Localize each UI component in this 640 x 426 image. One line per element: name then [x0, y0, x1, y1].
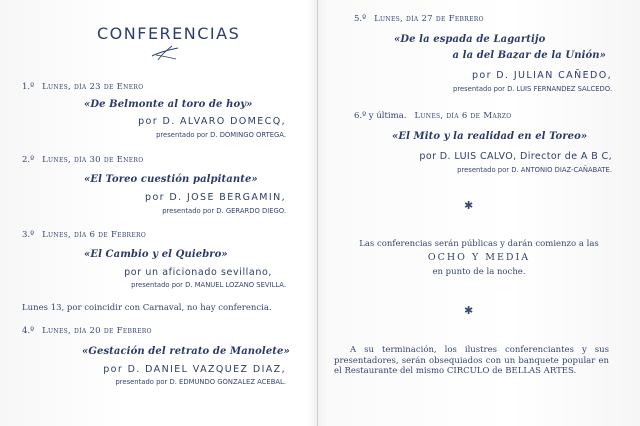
- lecturer: por D. ALVARO DOMECQ,: [138, 116, 286, 127]
- presenter: presentado por D. EDMUNDO GONZALEZ ACEBAL.: [115, 378, 286, 386]
- lecture-date-text: Lunes, día 6 de Marzo: [414, 111, 512, 121]
- lecture-date: [354, 111, 512, 121]
- presenter: presentado por D. MANUEL LOZANO SEVILLA.: [131, 281, 286, 289]
- lecture-date-text: Lunes, día 30 de Enero: [42, 155, 144, 165]
- asterisk-ornament-icon: ✱: [464, 199, 474, 212]
- lecture-date: [22, 155, 143, 165]
- lecture-number: 1.º: [22, 82, 35, 92]
- lecture-number: 2.º: [22, 155, 35, 165]
- lecturer: por D. JOSE BERGAMIN,: [145, 192, 286, 203]
- lecture-date: [22, 230, 146, 240]
- lecture-date-text: Lunes, día 20 de Febrero: [42, 326, 152, 336]
- lecture-title: «El Toreo cuestión palpitante»: [84, 174, 258, 185]
- schedule-time: OCHO Y MEDIA: [427, 252, 531, 263]
- lecture-title: «El Cambio y el Quiebro»: [84, 249, 228, 260]
- lecture-number: 3.º: [22, 230, 35, 240]
- lecturer: por D. DANIEL VAZQUEZ DIAZ,: [103, 364, 286, 375]
- closing-paragraph: A su terminación, los ilustres conferenciantes y sus presentadores, serán obsequiados con un banquete popular en el Restaurante del mismo CIRCULO de BELLAS ARTES.: [334, 345, 609, 376]
- lecture-date: [22, 82, 143, 92]
- lecture-date: [354, 14, 484, 24]
- lecture-date-text: Lunes, día 23 de Enero: [42, 82, 144, 92]
- lecturer: por D. LUIS CALVO, Director de A B C,: [419, 151, 612, 162]
- page-fold: [317, 0, 318, 426]
- schedule-note: Lunes 13, por coincidir con Carnaval, no hay conferencia.: [22, 303, 272, 313]
- lecturer: por D. JULIAN CAÑEDO,: [471, 70, 612, 81]
- presenter: presentado por D. ANTONIO DIAZ-CAÑABATE.: [457, 166, 612, 174]
- presenter: presentado por D. DOMINGO ORTEGA.: [156, 131, 286, 139]
- schedule-line: Las conferencias serán públicas y darán comienzo a las: [359, 239, 599, 249]
- lecturer: por un aficionado sevillano,: [124, 267, 272, 278]
- lecture-title-line2: a la del Bazar de la Unión»: [452, 50, 606, 61]
- lecture-date-text: Lunes, día 27 de Febrero: [374, 14, 484, 24]
- left-page: [22, 0, 292, 426]
- right-page: [334, 0, 624, 426]
- lecture-title: «De Belmonte al toro de hoy»: [84, 99, 253, 110]
- lecture-title-line1: «De la espada de Lagartijo: [394, 34, 546, 45]
- presenter: presentado por D. LUIS FERNANDEZ SALCEDO.: [453, 85, 612, 93]
- lecture-date-text: Lunes, día 6 de Febrero: [42, 230, 147, 240]
- lecture-date: [22, 326, 152, 336]
- lecture-number: 4.º: [22, 326, 35, 336]
- swash-ornament-icon: [150, 44, 180, 62]
- schedule-line: en punto de la noche.: [432, 267, 526, 277]
- lecture-number: 5.º: [354, 14, 367, 24]
- lecture-title: «Gestación del retrato de Manolete»: [82, 346, 290, 357]
- lecture-number: 6.º y última.: [354, 111, 407, 121]
- page-title: CONFERENCIAS: [97, 24, 241, 43]
- schedule-info: [334, 237, 624, 279]
- presenter: presentado por D. GERARDO DIEGO.: [162, 207, 286, 215]
- asterisk-ornament-icon: ✱: [464, 304, 474, 317]
- lecture-title: «El Mito y la realidad en el Toreo»: [392, 131, 588, 142]
